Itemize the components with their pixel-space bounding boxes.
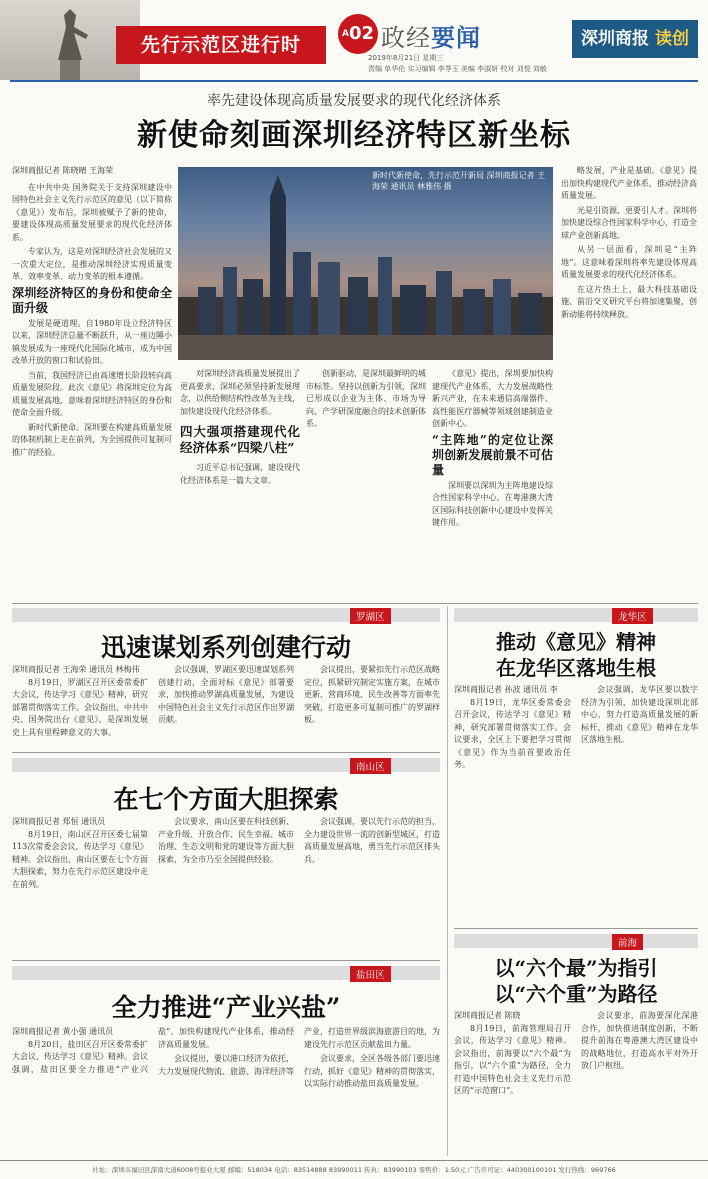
longhua-tag: 龙华区 [612,608,653,624]
page-number: 02 [348,23,375,44]
lead-paragraph: 从另一层面看，深圳是“主阵地”。这意味着深圳将率先建设体现高质量发展要求的现代化经济体系。 [561,245,697,279]
lead-column-3 [306,368,426,600]
qianhai-headline-2: 以“六个重”为路径 [494,982,658,1006]
lead-paragraph: 光是引资源，更要引人才。深圳将加快建设综合性国家科学中心，打造全球产业创新高地。 [561,205,697,240]
lead-paragraph: 创新驱动，是深圳最鲜明的城市标签。坚持以创新为引领，深圳已形成以企业为主体、市场为导向、产学研深度融合的技术创新体系。 [306,369,426,428]
lead-paragraph: 《意见》提出，深圳要加快构建现代产业体系，大力发展战略性新兴产业，在未来通信高端器件、高性能医疗器械等领域创建制造业创新中心。 [432,369,553,428]
qianhai-paragraph: 会议要求，前海要深化深港合作，加快推进制度创新，不断提升前海在粤港澳大湾区建设中的战略地位，打造高水平对外开放门户枢纽。 [581,1011,698,1070]
section-divider [12,752,440,753]
luohu-tag: 罗湖区 [350,608,391,624]
lead-subhead-2: “主阵地”的定位让深圳创新发展前景不可估量 [432,432,553,477]
lead-column-2 [180,368,300,600]
qianhai-body [454,1010,698,1154]
brand-name-a: 深圳商报 [581,29,650,49]
skyline-illustration [178,167,553,360]
statue-icon [30,5,110,80]
qianhai-headline-1: 以“六个最”为指引 [494,956,658,980]
section-title [381,18,481,53]
longhua-tag-bar [454,608,698,622]
yantian-paragraph: 8月20日，盐田区召开区委常委扩大会议，传达学习《意见》精神。会议强调，盐田区要全力推进“产业兴盐”，加快构建现代产业体系，推动经济高质量发展。 [12,1027,294,1074]
lead-pull-quote: 四大强项搭建现代化经济体系“四梁八柱” [180,424,300,455]
column-rule [447,606,448,1156]
luohu-body [12,664,440,746]
lead-column-1 [12,165,172,685]
qianhai-tag: 前海 [612,934,643,950]
lead-subhead-1: 深圳经济特区的身份和使命全面升级 [12,285,172,315]
lead-paragraph: 在中共中央 国务院关于支持深圳建设中国特色社会主义先行示范区的意见（以下简称《意见》）发布后，深圳被赋予了新的使命，要建设体现高质量发展要求的现代化经济体系。 [12,182,172,242]
lead-paragraph: 专家认为，这是对深圳经济社会发展的又一次重大定位，是推动深圳经济实现质量变革、效率变革、动力变革的根本遵循。 [12,247,172,281]
nanshan-paragraph: 会议要求，南山区要在科技创新、产业升级、开放合作、民生幸福、城市治理、生态文明和党的建设等方面大胆探索，为全市乃至全国提供经验。 [158,817,294,864]
lead-byline: 深圳商报记者 陈晓晴 王海荣 [12,166,114,175]
lead-paragraph: 新时代新使命。深圳要在构建高质量发展的体制机制上走在前列，为全国提供可复制可推广的经验。 [12,422,172,457]
header-rule [10,80,698,82]
lead-paragraph: 习近平总书记强调，建设现代化经济体系是一篇大文章。 [180,463,300,485]
section-divider [12,603,698,604]
qianhai-tag-bar [454,934,698,948]
longhua-paragraph: 8月19日，龙华区委常委会召开会议，传达学习《意见》精神，研究部署贯彻落实工作。会议要求，全区上下要把学习贯彻《意见》作为当前首要政治任务。 [454,697,571,769]
nanshan-paragraph: 8月19日，南山区召开区委七届第113次常委会会议，传达学习《意见》精神。会议指出，南山区要在七个方面大胆探索，努力在先行示范区建设中走在前列。 [12,829,148,889]
yantian-tag: 盐田区 [350,966,391,982]
lead-paragraph: 当前，我国经济已由高速增长阶段转向高质量发展阶段。此次《意见》将深圳定位为高质量发展高地，意味着深圳经济特区的身份和使命全面升级。 [12,370,172,417]
luohu-byline: 深圳商报记者 王海荣 通讯员 林梅伟 [12,665,140,674]
nanshan-body [12,816,440,956]
header-banner: 先行示范区进行时 [116,26,326,64]
longhua-headline-2: 在龙华区落地生根 [496,656,656,680]
city-skyline-photo [178,167,553,360]
longhua-headline-1: 推动《意见》精神 [496,630,656,654]
page-number-badge [338,14,378,54]
page-footer: 社址：深圳市福田区深南大道6008号报业大厦 邮编：518034 电话：83514888 83990011 传真：83990103 零售价：1.50元 广告许可证：440300100101 发行热线：969766 [0,1160,708,1179]
nanshan-paragraph: 会议强调，要以先行示范的担当，全力建设世界一流的创新型城区，打造高质量发展高地，勇当先行示范区排头兵。 [304,817,440,864]
luohu-paragraph: 会议提出，要紧扣先行示范区战略定位，抓紧研究制定实施方案，在城市更新、营商环境、民生改善等方面率先突破，打造更多可复制可推广的罗湖样板。 [304,665,440,724]
section-divider [454,928,698,929]
lead-column-4 [432,368,553,600]
yantian-headline: 全力推进“产业兴盐” [111,993,341,1022]
page-prefix: A [341,29,349,39]
brand-logo [572,20,698,58]
yantian-byline: 深圳商报记者 黄小强 通讯员 [12,1027,114,1036]
nanshan-byline: 深圳商报记者 郑恒 通讯员 [12,817,106,826]
qianhai-byline: 深圳商报记者 陈晓 [454,1011,521,1020]
longhua-byline: 深圳商报记者 孙波 通讯员 李 [454,685,558,694]
lead-column-5 [561,165,697,600]
luohu-paragraph: 会议强调，罗湖区要迅速谋划系列创建行动，全面对标《意见》部署要求，加快推动罗湖高质量发展，为建设中国特色社会主义先行示范区作出罗湖贡献。 [158,665,294,724]
photo-caption: 新时代新使命，先行示范开新局 深圳商报记者 王海荣 通讯员 林雅伟 摄 [372,171,546,191]
lead-headline: 新使命刻画深圳经济特区新坐标 [137,118,571,153]
brand-name-b: 读创 [654,29,689,49]
longhua-paragraph: 会议强调，龙华区要以数字经济为引领，加快建设深圳北部中心，努力打造高质量发展的新标杆，推动《意见》精神在龙华区落地生根。 [581,685,698,744]
luohu-headline: 迅速谋划系列创建行动 [100,633,351,662]
lead-paragraph: 对深圳经济高质量发展提出了更高要求，深圳必须坚持新发展理念，以供给侧结构性改革为主线，加快建设现代化经济体系。 [180,369,300,416]
lead-paragraph: 深圳要以深圳为主阵地建设综合性国家科学中心，在粤港澳大湾区国际科技创新中心建设中发挥关键作用。 [432,480,553,527]
yantian-paragraph: 会议要求，全区各级各部门要迅速行动，抓好《意见》精神的贯彻落实，以实际行动推动盐田高质量发展。 [304,1054,440,1088]
nanshan-tag: 南山区 [350,758,391,774]
section-divider [12,960,440,961]
longhua-body [454,684,698,924]
lead-paragraph: 略发展，产业是基础。《意见》提出加快构建现代产业体系，推动经济高质量发展。 [561,166,697,200]
issue-date: 2019年8月21日 星期三 [368,54,444,62]
editor-credits: 责编 单华伦 实习编辑 李苓玉 美编 李淑妍 校对 刘悦 刘敏 [368,65,547,73]
nanshan-headline: 在七个方面大胆探索 [113,785,339,814]
yantian-paragraph: 会议提出，要以港口经济为依托，大力发展现代物流、旅游、海洋经济等产业，打造世界级滨海旅游目的地，为建设先行示范区贡献盐田力量。 [158,1027,440,1076]
lead-kicker: 率先建设体现高质量发展要求的现代化经济体系 [207,93,501,109]
lead-paragraph: 在这片热土上，最大科技基础设施、前沿交叉研究平台将加速集聚，创新动能将持续释放。 [561,284,697,319]
qianhai-paragraph: 8月19日，前海管理局召开会议，传达学习《意见》精神。会议指出，前海要以“六个最”为指引，以“六个重”为路径，全力打造中国特色社会主义先行示范区的“示范窗口”。 [454,1023,571,1095]
luohu-paragraph: 8月19日，罗湖区召开区委常委扩大会议，传达学习《意见》精神，研究部署贯彻落实工作。会议指出，中共中央、国务院出台《意见》，是深圳发展史上具有里程碑意义的大事。 [12,677,148,737]
section-title-b: 要闻 [431,24,481,52]
yantian-body [12,1026,440,1154]
section-title-a: 政经 [381,24,431,52]
lead-paragraph: 发展是硬道理。自1980年设立经济特区以来，深圳经济总量不断跃升，从一座边陲小镇发展成为一座现代化国际化城市，成为中国改革开放的窗口和试验田。 [12,318,172,365]
